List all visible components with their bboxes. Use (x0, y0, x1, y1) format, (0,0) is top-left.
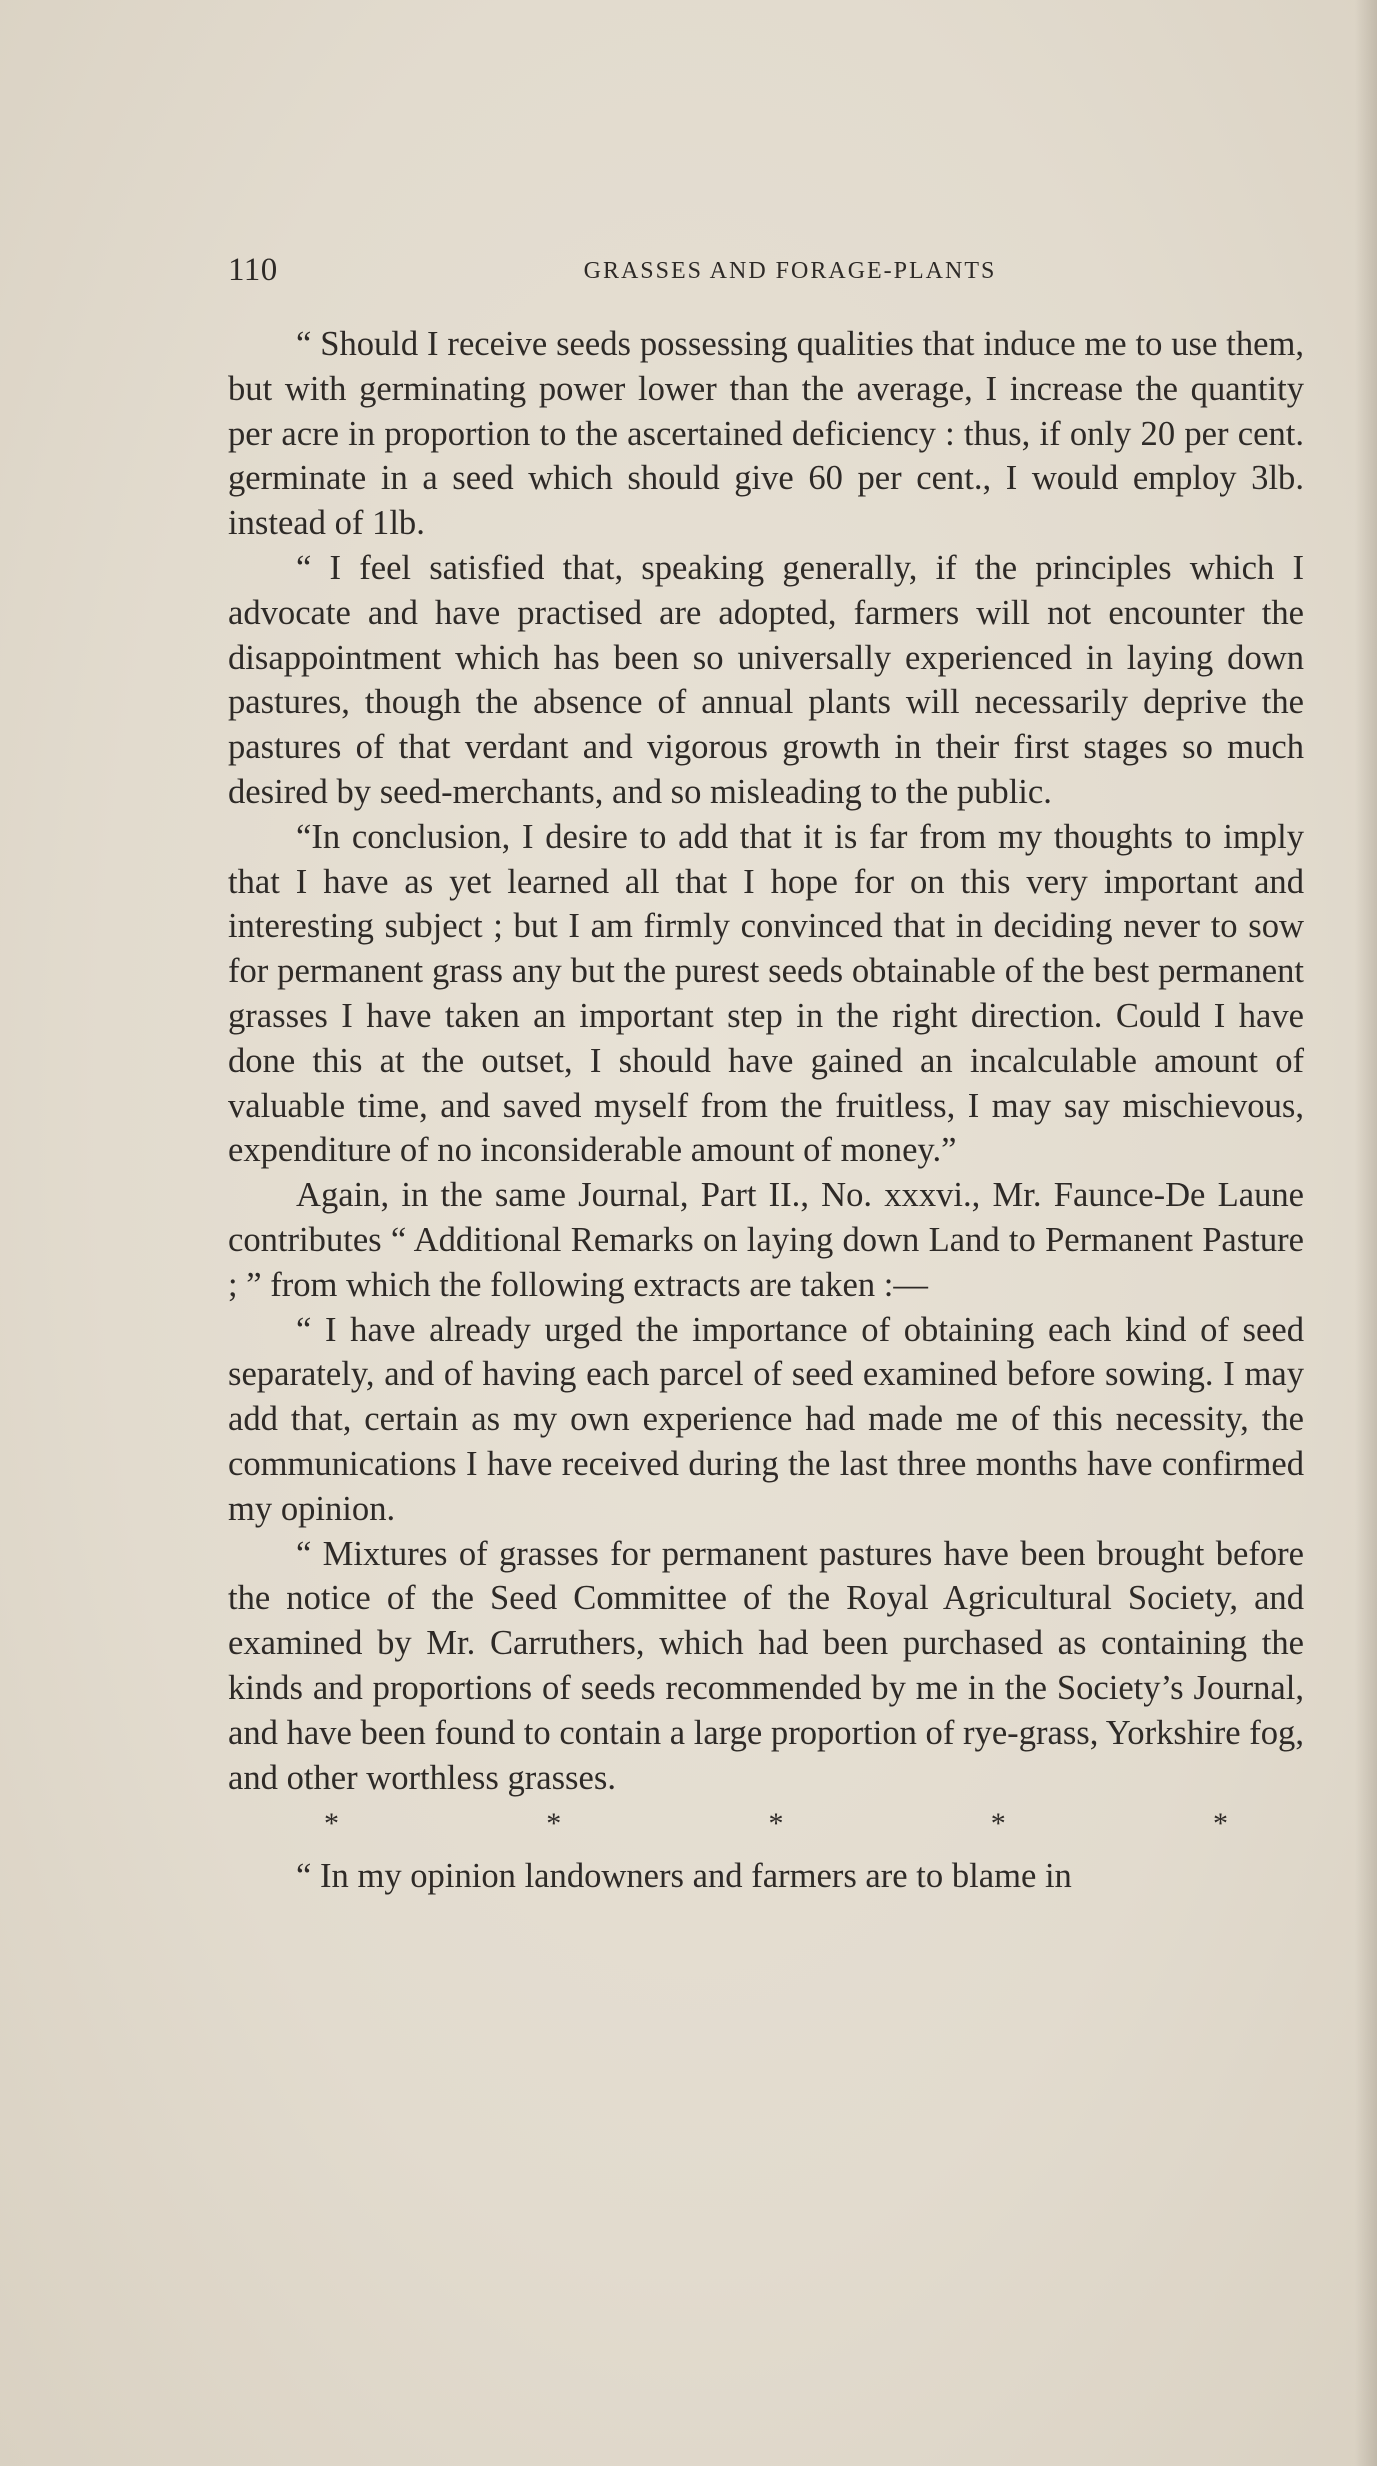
paragraph: “ Should I receive seeds possessing qualities that induce me to use them, but with germinating power lower than the average, I increase the quantity per acre in proportion to the ascertained deficiency : thus, if only 20 per cent. germinate in a seed which should give 60 per cent., I would employ 3lb. instead of 1lb. (228, 325, 1304, 543)
page-header (228, 252, 1304, 292)
paragraph: “In conclusion, I desire to add that it is far from my thoughts to imply that I have as yet learned all that I hope for on this very important and interesting subject ; but I am firmly convinced that in deciding never to sow for permanent grass any but the purest seeds obtainable of the best permanent grasses I have taken an important step in the right direction. Could I have done this at the outset, I should have gained an incalculable amount of valuable time, and saved myself from the fruitless, I may say mischievous, expenditure of no inconsiderable amount of money.” (228, 817, 1304, 1170)
separator-star: * (990, 1807, 1006, 1841)
section-separator (228, 1806, 1304, 1842)
body-text (228, 322, 1304, 1899)
page-edge-shadow (1355, 0, 1377, 2466)
separator-star: * (768, 1807, 784, 1841)
paragraph-final: “ In my opinion landowners and farmers are to blame in (296, 1857, 1072, 1896)
running-head: GRASSES AND FORAGE-PLANTS (583, 258, 997, 284)
page-number: 110 (228, 252, 278, 288)
paragraph: Again, in the same Journal, Part II., No. xxxvi., Mr. Faunce-De Laune contributes “ Additional Remarks on laying down Land to Permanent Pasture ; ” from which the following extracts are taken :— (228, 1176, 1304, 1304)
paragraph: “ I feel satisfied that, speaking generally, if the principles which I advocate and have practised are adopted, farmers will not encounter the disappointment which has been so universally experienced in laying down pastures, though the absence of annual plants will necessarily deprive the pastures of that verdant and vigorous growth in their first stages so much desired by seed-merchants, and so misleading to the public. (228, 548, 1304, 811)
separator-star: * (546, 1807, 562, 1841)
separator-star: * (324, 1807, 339, 1841)
paragraph: “ Mixtures of grasses for permanent pastures have been brought before the notice of the Seed Committee of the Royal Agricultural Society, and examined by Mr. Carruthers, which had been purchased as containing the kinds and proportions of seeds recommended by me in the Society’s Journal, and have been found to contain a large proportion of rye-grass, Yorkshire fog, and other worthless grasses. (228, 1534, 1304, 1797)
separator-star: * (1213, 1807, 1228, 1841)
paragraph: “ I have already urged the importance of obtaining each kind of seed separately, and of having each parcel of seed examined before sowing. I may add that, certain as my own experience had made me of this necessity, the communications I have received during the last three months have confirmed my opinion. (228, 1310, 1304, 1528)
